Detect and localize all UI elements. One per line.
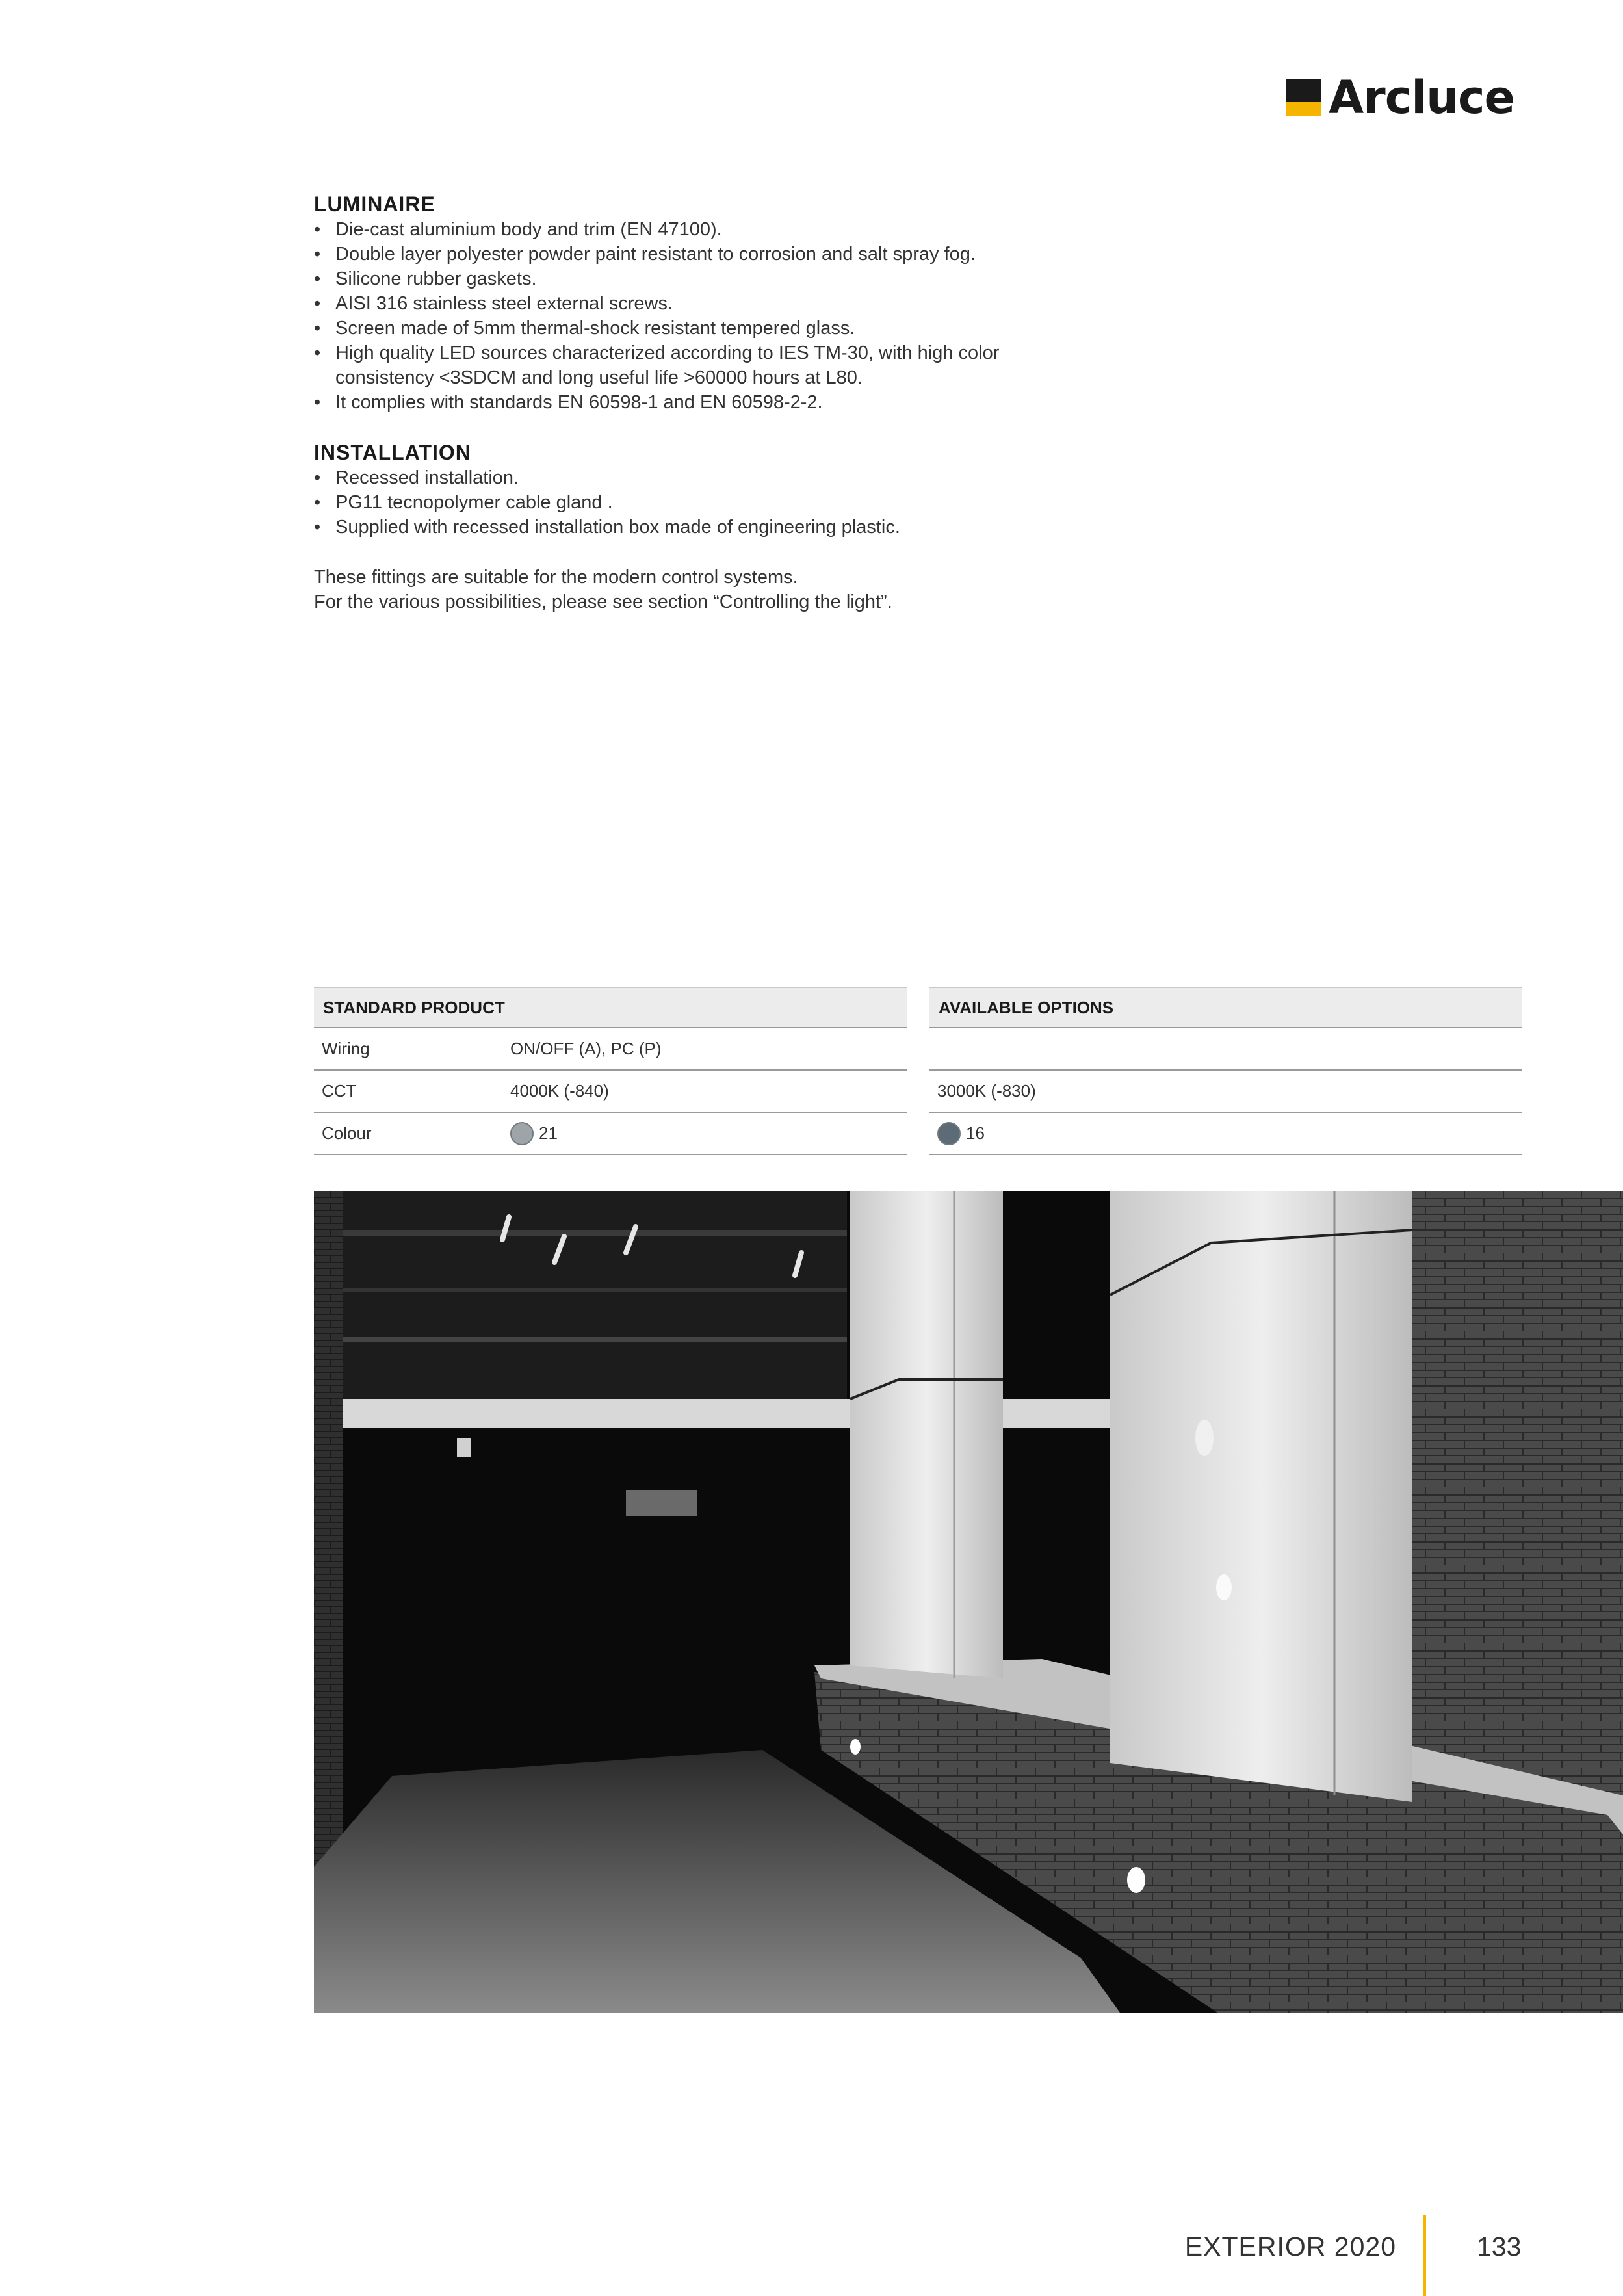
- list-item: • PG11 tecnopolymer cable gland .: [314, 490, 1126, 515]
- luminaire-heading: LUMINAIRE: [314, 192, 435, 216]
- colour-swatch-icon: [510, 1122, 534, 1145]
- luminaire-list: [314, 217, 1126, 415]
- note-line: These fittings are suitable for the modern control systems.: [314, 567, 798, 588]
- table-row: [929, 1113, 1522, 1155]
- row-label: Wiring: [322, 1039, 370, 1058]
- list-item: • Screen made of 5mm thermal-shock resistant tempered glass.: [314, 316, 1126, 341]
- brand-logo: [1286, 72, 1514, 124]
- row-label: Colour: [322, 1123, 372, 1143]
- brand-name: Arcluce: [1329, 71, 1514, 124]
- section-title: EXTERIOR 2020: [1184, 2232, 1396, 2262]
- list-item: • Die-cast aluminium body and trim (EN 47100).: [314, 217, 1126, 242]
- luminaire-section: [314, 191, 1126, 415]
- list-item: • Supplied with recessed installation box made of engineering plastic.: [314, 515, 1126, 540]
- installation-section: [314, 439, 1126, 540]
- list-item: • Recessed installation.: [314, 465, 1126, 490]
- row-value: 4000K (-840): [510, 1081, 609, 1101]
- table-header: AVAILABLE OPTIONS: [929, 987, 1522, 1028]
- list-item: • Double layer polyester powder paint resistant to corrosion and salt spray fog.: [314, 242, 1126, 267]
- installation-photo: [314, 1191, 1623, 2013]
- row-value: 3000K (-830): [937, 1081, 1036, 1101]
- row-label: CCT: [322, 1081, 357, 1101]
- available-options-table: [929, 987, 1522, 1155]
- table-row: [929, 1028, 1522, 1071]
- standard-product-table: [314, 987, 907, 1155]
- installation-list: [314, 465, 1126, 540]
- table-row: [314, 1113, 907, 1155]
- table-row: [314, 1071, 907, 1113]
- brand-mark-icon: [1286, 79, 1321, 116]
- table-row: [929, 1071, 1522, 1113]
- installation-heading: INSTALLATION: [314, 441, 471, 464]
- control-note: [314, 565, 1126, 614]
- colour-swatch-icon: [937, 1122, 961, 1145]
- list-item: • AISI 316 stainless steel external screws.: [314, 291, 1126, 316]
- row-value: 16: [929, 1122, 985, 1145]
- page-number: 133: [1477, 2232, 1522, 2262]
- list-item: • High quality LED sources characterized according to IES TM-30, with high color consistency <3SDCM and long useful life >60000 hours at L80.: [314, 341, 1044, 390]
- list-item: • It complies with standards EN 60598-1 and EN 60598-2-2.: [314, 390, 1126, 415]
- table-row: [314, 1028, 907, 1071]
- footer-divider: [1423, 2215, 1426, 2296]
- list-item: • Silicone rubber gaskets.: [314, 267, 1126, 291]
- row-value: 21: [510, 1122, 558, 1145]
- table-header: STANDARD PRODUCT: [314, 987, 907, 1028]
- row-value: ON/OFF (A), PC (P): [510, 1039, 662, 1058]
- note-line: For the various possibilities, please see section “Controlling the light”.: [314, 592, 892, 612]
